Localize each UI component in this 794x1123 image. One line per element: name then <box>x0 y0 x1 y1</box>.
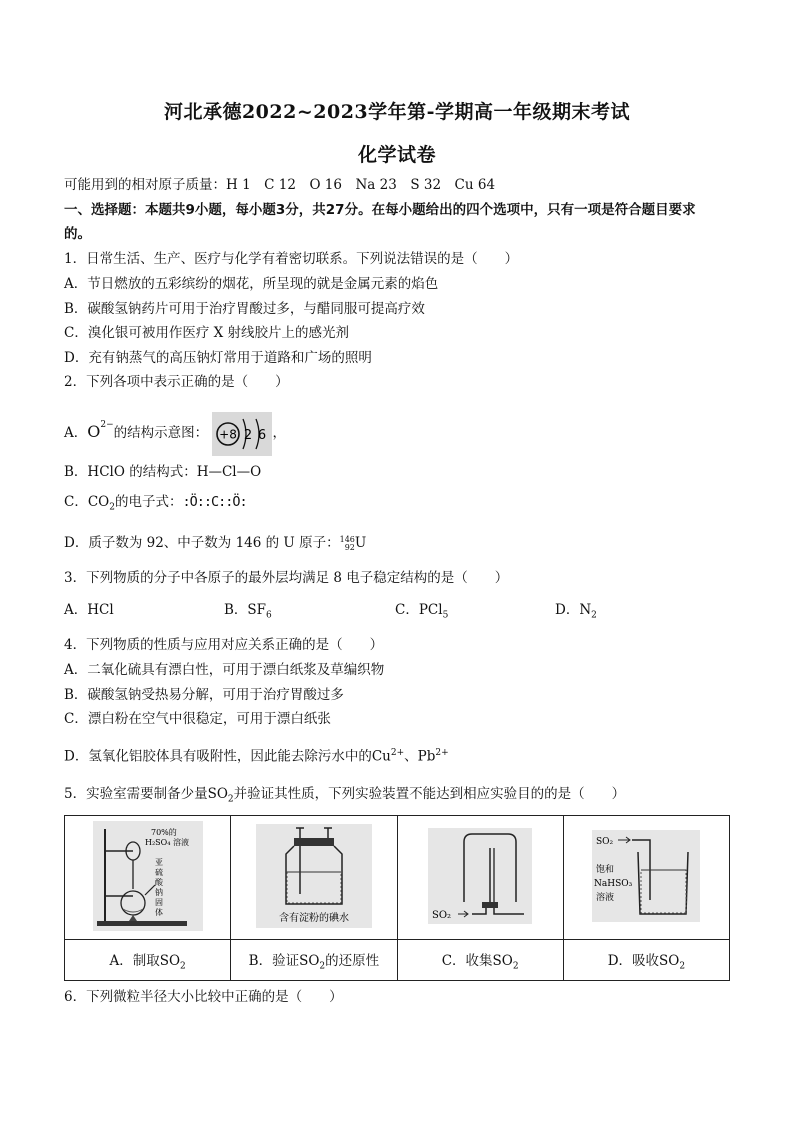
q1-stem: 1．日常生活、生产、医疗与化学有着密切联系。下列说法错误的是（ ） <box>64 251 519 267</box>
q2-a-charge: 2− <box>100 420 114 430</box>
q4-d-sup1: 2+ <box>390 748 405 758</box>
exam-title: 河北承德2022~2023学年第-学期高一年级期末考试 <box>163 101 631 123</box>
co2-electron-formula: :Ö::C::Ö: <box>182 494 247 510</box>
q2-option-a <box>64 402 734 448</box>
q3-b-sub: 6 <box>266 610 272 621</box>
caption-c-sub: 2 <box>512 961 519 972</box>
q4-option-c: C．漂白粉在空气中很稳定，可用于漂白纸张 <box>64 711 331 727</box>
q4-option-a: A．二氧化硫具有漂白性，可用于漂白纸浆及草编织物 <box>64 662 385 678</box>
q3-c-text: C．PCl <box>395 602 443 618</box>
q4-option-d <box>64 744 734 766</box>
q3-option-a: A．HCl <box>64 602 114 618</box>
caption-a <box>65 940 231 981</box>
q2-option-b: B．HClO 的结构式：H—Cl—O <box>64 464 262 480</box>
q2-a-label: A． <box>64 425 88 441</box>
acid-concentration-label: 70%的 <box>150 827 177 837</box>
caption-b-tail: 的还原性 <box>325 952 380 969</box>
u-symbol: U <box>354 535 367 551</box>
u-mass-number: 146 <box>339 534 355 544</box>
q2-a-text: 的结构示意图： <box>113 425 209 441</box>
acid-solution-label: H₂SO₄ 溶液 <box>144 837 189 847</box>
solid-label-6: 体 <box>154 907 163 917</box>
gas-collection-bottle-image <box>428 828 532 924</box>
section-heading-cont: 的。 <box>64 226 91 242</box>
q2-option-c <box>64 491 734 519</box>
absorption-beaker-image <box>592 830 700 922</box>
q3-d-text: D．N <box>555 602 592 618</box>
q5-stem-b: 并验证其性质，下列实验装置不能达到相应实验目的的是（ ） <box>233 786 626 802</box>
q5-stem-a: 5．实验室需要制备少量SO <box>64 786 228 802</box>
q1-option-a: A．节日燃放的五彩缤纷的烟花，所呈现的就是金属元素的焰色 <box>64 276 439 292</box>
q4-option-b: B．碳酸氢钠受热易分解，可用于治疗胃酸过多 <box>64 687 344 703</box>
q4-d-sup2: 2+ <box>435 748 449 758</box>
caption-a-text: A．制取SO <box>109 952 181 969</box>
q6-stem: 6．下列微粒半径大小比较中正确的是（ ） <box>64 989 343 1005</box>
exam-subtitle: 化学试卷 <box>357 144 436 166</box>
q3-option-c <box>395 601 448 625</box>
q2-c-label: C．CO <box>64 494 110 510</box>
solid-label-2: 硫 <box>154 867 163 877</box>
solution-label: 溶液 <box>596 892 615 903</box>
caption-b-text: B．验证SO <box>248 952 320 969</box>
apparatus-cell-a <box>65 816 231 940</box>
q5-stem <box>64 785 734 809</box>
q2-a-ion: O <box>87 422 101 441</box>
q2-stem: 2．下列各项中表示正确的是（ ） <box>64 374 289 390</box>
apparatus-cell-d <box>563 816 729 940</box>
q2-option-d <box>64 534 734 552</box>
q3-option-b <box>224 601 272 625</box>
caption-b-sub: 2 <box>319 961 326 972</box>
solid-label-3: 酸 <box>154 877 163 887</box>
q1-option-c: C．溴化银可被用作医疗 X 射线胶片上的感光剂 <box>64 325 350 341</box>
u-atomic-number: 92 <box>344 542 355 552</box>
q2-c-sub: 2 <box>109 502 115 513</box>
caption-a-sub: 2 <box>180 961 186 972</box>
caption-d-text: D．吸收SO <box>607 952 680 969</box>
shell-2-electrons: 6 <box>258 427 267 443</box>
q5-stem-sub: 2 <box>227 794 234 805</box>
q4-stem: 4．下列物质的性质与应用对应关系正确的是（ ） <box>64 637 384 653</box>
iodine-water-bottle-image <box>256 824 372 928</box>
sulfur-dioxide-generator-image <box>93 821 203 931</box>
so2-gas-label: SO₂ <box>596 836 614 847</box>
section-heading: 一、选择题：本题共9小题，每小题3分，共27分。在每小题给出的四个选项中，只有一项是符合题目要求 <box>64 202 696 218</box>
apparatus-cell-b <box>231 816 397 940</box>
q4-d-text: D．氢氧化铝胶体具有吸附性，因此能去除污水中的Cu <box>64 748 391 765</box>
q3-d-sub: 2 <box>591 610 597 621</box>
apparatus-cell-c <box>397 816 563 940</box>
nahso3-label: NaHSO₃ <box>594 878 633 889</box>
caption-b <box>231 940 397 981</box>
solid-label-4: 钠 <box>154 887 163 897</box>
caption-d <box>563 940 729 981</box>
q2-c-text: 的电子式： <box>114 494 183 510</box>
q3-b-text: B．SF <box>224 602 267 618</box>
saturated-label: 饱和 <box>596 864 615 875</box>
starch-iodine-label: 含有淀粉的碘水 <box>278 912 349 924</box>
q3-option-d <box>555 601 597 625</box>
solid-label-5: 固 <box>154 897 163 907</box>
atomic-masses: 可能用到的相对原子质量：H 1 C 12 O 16 Na 23 S 32 Cu 64 <box>64 177 496 193</box>
nucleus-charge: +8 <box>219 427 238 441</box>
apparatus-table <box>64 815 730 981</box>
q2-d-text: D．质子数为 92、中子数为 146 的 U 原子： <box>64 535 340 551</box>
caption-c <box>397 940 563 981</box>
so2-inlet-label: SO₂ <box>432 909 452 921</box>
q4-d-sep: 、Pb <box>404 748 436 765</box>
caption-c-text: C．收集SO <box>441 952 513 969</box>
q1-option-d: D．充有钠蒸气的高压钠灯常用于道路和广场的照明 <box>64 350 372 366</box>
solid-label-1: 亚 <box>154 857 163 867</box>
caption-d-sub: 2 <box>679 961 686 972</box>
oxygen-ion-structure-diagram <box>212 412 272 456</box>
q2-a-end: ， <box>272 425 286 441</box>
q3-stem: 3．下列物质的分子中各原子的最外层均满足 8 电子稳定结构的是（ ） <box>64 570 509 586</box>
q1-option-b: B．碳酸氢钠药片可用于治疗胃酸过多，与醋同服可提高疗效 <box>64 301 425 317</box>
q3-c-sub: 5 <box>442 610 449 621</box>
shell-1-electrons: 2 <box>244 427 253 443</box>
